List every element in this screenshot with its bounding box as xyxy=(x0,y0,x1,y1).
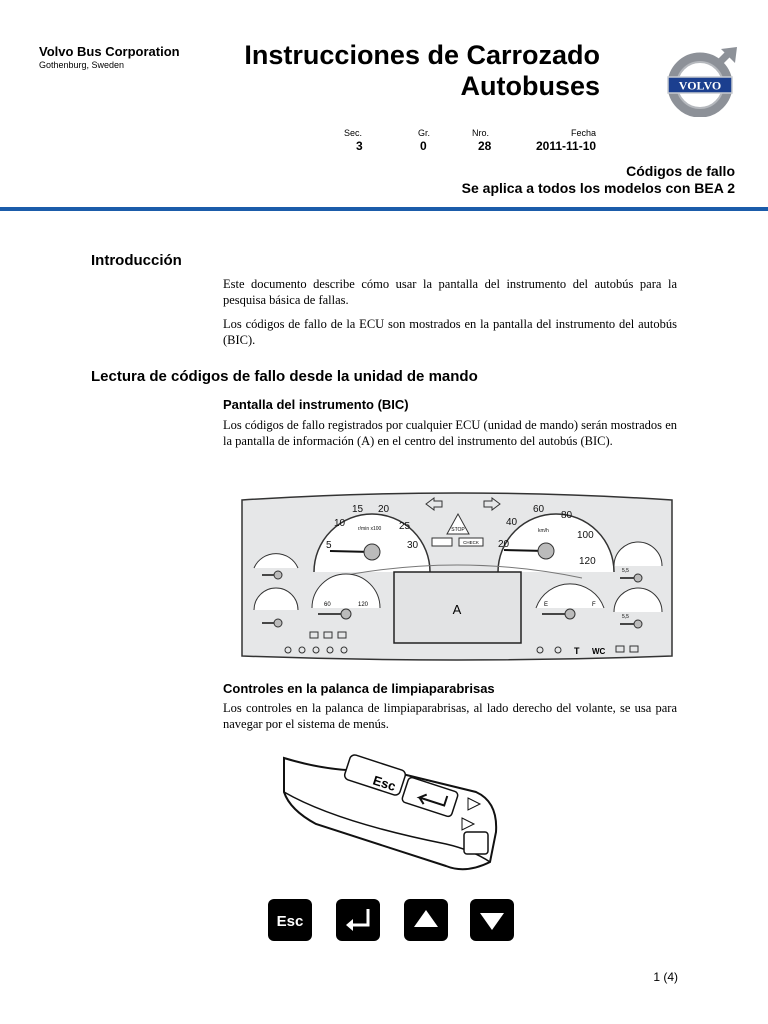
tach-tick-10: 10 xyxy=(334,518,346,529)
tach-tick-25: 25 xyxy=(399,521,411,532)
company-city: Gothenburg, Sweden xyxy=(39,60,125,70)
tach-tick-15: 15 xyxy=(352,504,364,515)
fecha-label: Fecha xyxy=(571,128,597,138)
stop-label: STOP xyxy=(451,527,465,533)
tach-unit: r/min x100 xyxy=(358,526,382,532)
bic-paragraph: Los códigos de fallo registrados por cualquier ECU (unidad de mando) serán mostrados en la pantalla de información (A) en el centro del instrumento del autobús (BIC). xyxy=(223,418,677,448)
gr-value: 0 xyxy=(420,139,427,153)
reading-heading: Lectura de códigos de fallo desde la unidad de mando xyxy=(91,368,478,385)
enter-button[interactable] xyxy=(336,899,380,941)
speed-tick-80: 80 xyxy=(561,510,573,521)
nro-value: 28 xyxy=(478,139,492,153)
triangle-down-icon xyxy=(470,899,514,941)
speed-tick-40: 40 xyxy=(506,517,518,528)
down-button[interactable] xyxy=(470,899,514,941)
fuel-tick-f: F xyxy=(592,602,596,608)
page-number: 1 (4) xyxy=(653,970,678,984)
esc-button-label: Esc xyxy=(276,913,304,930)
logo-text: VOLVO xyxy=(678,78,722,93)
tach-tick-5: 5 xyxy=(326,540,332,551)
sec-value: 3 xyxy=(356,139,363,153)
bic-heading: Pantalla del instrumento (BIC) xyxy=(223,397,409,412)
temp-tick-120: 120 xyxy=(358,602,369,608)
speed-unit: km/h xyxy=(538,528,549,534)
wiper-stalk-illustration xyxy=(276,752,506,874)
title-line-2: Autobuses xyxy=(460,71,600,101)
esc-button[interactable] xyxy=(268,899,312,941)
tach-tick-20: 20 xyxy=(378,504,390,515)
enter-arrow-icon xyxy=(336,899,380,941)
fecha-value: 2011-11-10 xyxy=(536,139,597,153)
speed-tick-60: 60 xyxy=(533,504,545,515)
intro-paragraph-1: Este documento describe cómo usar la pantalla del instrumento del autobús para la pesquisa básica de fallas. xyxy=(223,277,677,307)
pressure-label-bottom: 5,5 xyxy=(622,614,629,620)
subject-line-1: Códigos de fallo xyxy=(626,163,735,179)
t-indicator: T xyxy=(574,646,580,656)
subject xyxy=(462,163,735,197)
speed-tick-100: 100 xyxy=(577,530,594,541)
sec-label: Sec. xyxy=(344,128,363,138)
check-label: CHECK xyxy=(463,540,479,545)
document-title xyxy=(244,40,600,102)
speed-tick-120: 120 xyxy=(579,556,596,567)
speed-tick-20: 20 xyxy=(498,539,510,550)
pressure-label-top: 5,5 xyxy=(622,568,629,574)
up-button[interactable] xyxy=(404,899,448,941)
stalk-esc-label: Esc xyxy=(371,772,398,795)
intro-paragraph-2: Los códigos de fallo de la ECU son mostrados en la pantalla del instrumento del autobús (BIC). xyxy=(223,317,677,347)
subject-line-2: Se aplica a todos los modelos con BEA 2 xyxy=(461,180,735,196)
header-divider xyxy=(0,207,768,211)
instrument-cluster-illustration xyxy=(236,492,678,664)
nro-label: Nro. xyxy=(472,128,490,138)
company-name: Volvo Bus Corporation xyxy=(39,44,180,59)
gr-label: Gr. xyxy=(418,128,431,138)
controls-paragraph: Los controles en la palanca de limpiaparabrisas, al lado derecho del volante, se usa para navegar por el sistema de menús. xyxy=(223,701,677,731)
controls-heading: Controles en la palanca de limpiaparabrisas xyxy=(223,681,495,696)
triangle-up-icon xyxy=(404,899,448,941)
temp-tick-60: 60 xyxy=(324,602,331,608)
intro-heading: Introducción xyxy=(91,252,182,269)
tach-tick-30: 30 xyxy=(407,540,419,551)
volvo-logo xyxy=(665,45,740,117)
fuel-tick-e: E xyxy=(544,602,549,608)
title-line-1: Instrucciones de Carrozado xyxy=(244,40,600,70)
display-label-a: A xyxy=(452,602,462,617)
wc-indicator: WC xyxy=(592,647,606,656)
